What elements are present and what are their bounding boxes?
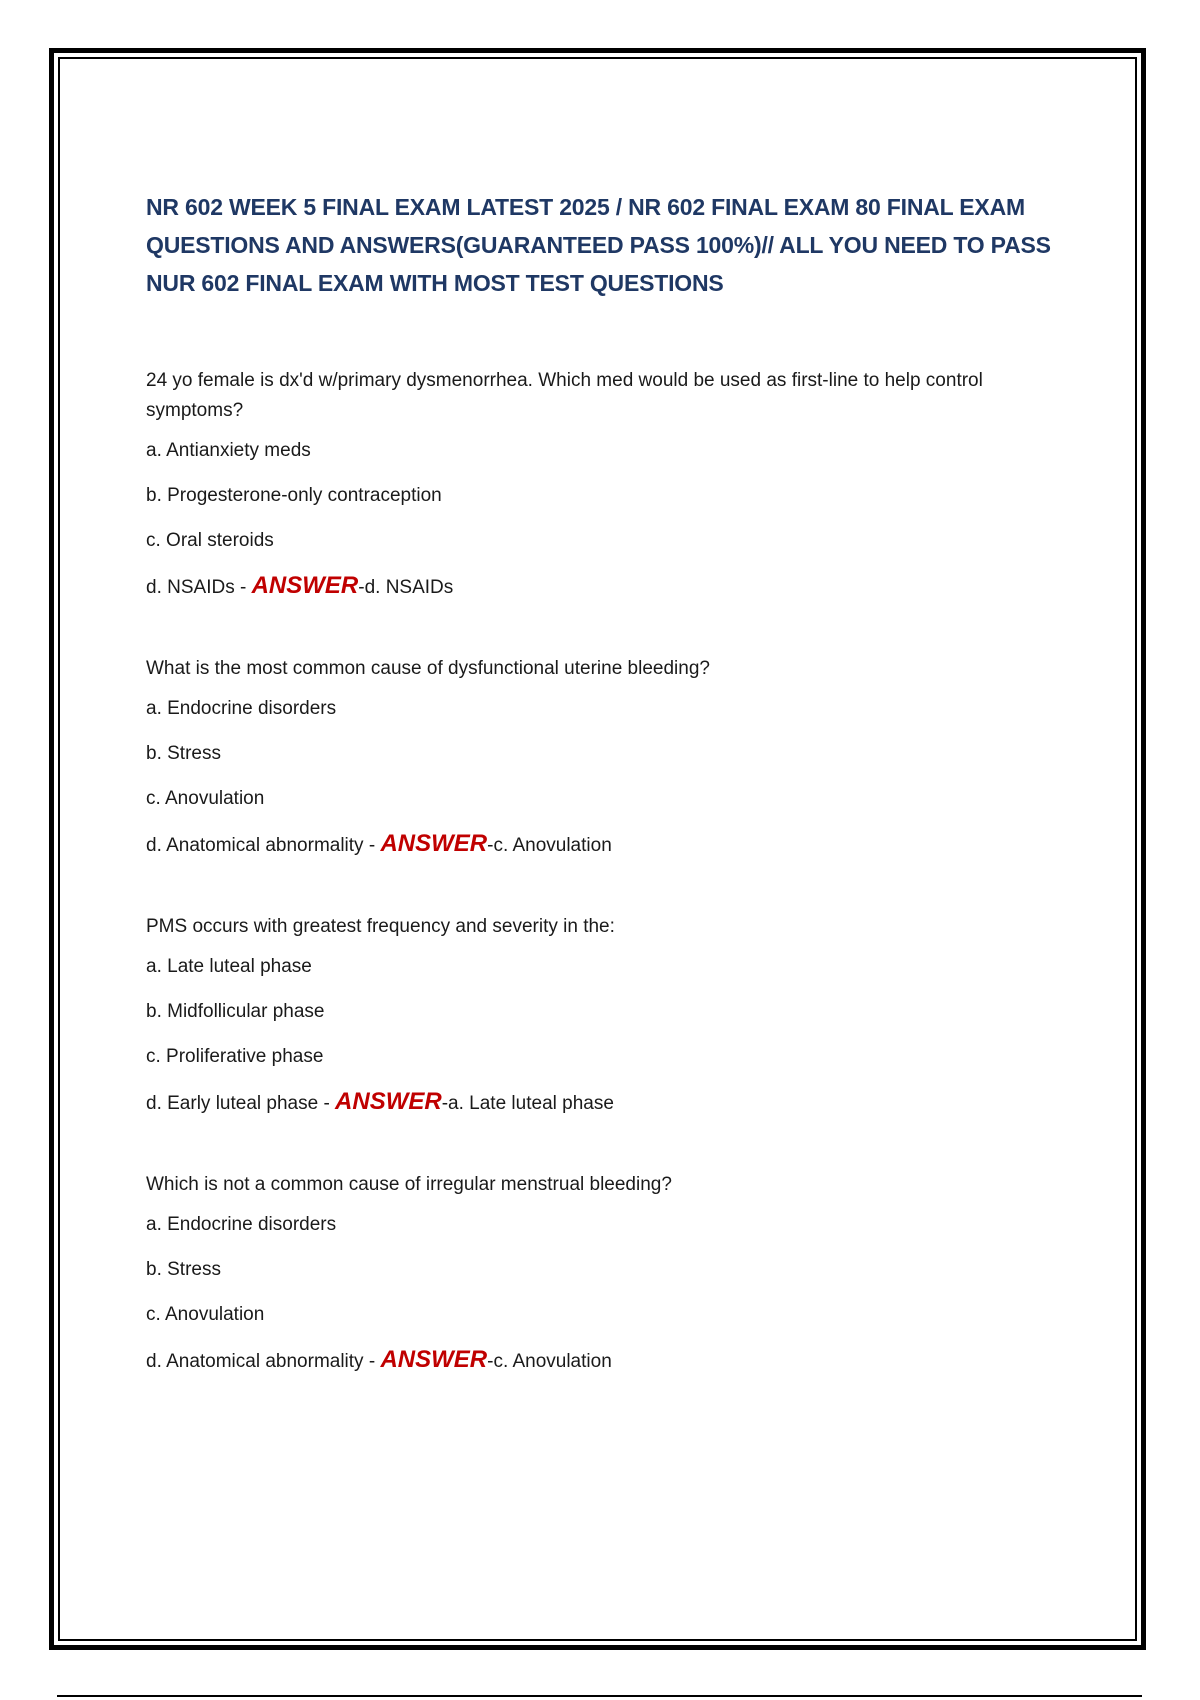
question-block bbox=[146, 654, 1066, 858]
answer-label: ANSWER bbox=[380, 830, 488, 857]
answer-option-text: d. Anatomical abnormality - bbox=[146, 1351, 381, 1372]
question-block bbox=[146, 1170, 1066, 1374]
answer-option-text: d. Early luteal phase - bbox=[146, 1093, 336, 1114]
answer-option-text: d. NSAIDs - bbox=[146, 577, 252, 598]
answer-option-with-key bbox=[146, 1348, 1066, 1374]
document-content bbox=[146, 188, 1066, 1374]
answer-option: a. Endocrine disorders bbox=[146, 1214, 337, 1235]
question-text: What is the most common cause of dysfunctional uterine bleeding? bbox=[146, 658, 710, 679]
answer-option: a. Antianxiety meds bbox=[146, 440, 311, 461]
answer-label: ANSWER bbox=[251, 572, 359, 599]
answer-option: c. Anovulation bbox=[146, 788, 265, 809]
answer-label: ANSWER bbox=[380, 1346, 488, 1373]
question-text: 24 yo female is dx'd w/primary dysmenorrhea. Which med would be used as first-line to help control symptoms? bbox=[146, 370, 983, 421]
answer-option: a. Late luteal phase bbox=[146, 956, 312, 977]
answer-key: -d. NSAIDs bbox=[358, 577, 454, 598]
answer-option-with-key bbox=[146, 1090, 1066, 1116]
document-title: NR 602 WEEK 5 FINAL EXAM LATEST 2025 / NR 602 FINAL EXAM 80 FINAL EXAM QUESTIONS AND ANSWERS(GUARANTEED PASS 100%)// ALL YOU NEED TO PASS NUR 602 FINAL EXAM WITH MOST TEST QUESTIONS bbox=[146, 194, 1051, 296]
answer-key: -c. Anovulation bbox=[487, 835, 612, 856]
question-text: PMS occurs with greatest frequency and severity in the: bbox=[146, 916, 615, 937]
answer-option: b. Progesterone-only contraception bbox=[146, 485, 442, 506]
answer-option: c. Oral steroids bbox=[146, 530, 274, 551]
footer-divider bbox=[57, 1695, 1142, 1697]
answer-option-with-key bbox=[146, 574, 1066, 600]
question-block bbox=[146, 366, 1066, 600]
answer-option: c. Proliferative phase bbox=[146, 1046, 324, 1067]
answer-option: a. Endocrine disorders bbox=[146, 698, 337, 719]
answer-option-text: d. Anatomical abnormality - bbox=[146, 835, 381, 856]
question-text: Which is not a common cause of irregular menstrual bleeding? bbox=[146, 1174, 672, 1195]
answer-option: b. Stress bbox=[146, 1259, 221, 1280]
answer-option: b. Midfollicular phase bbox=[146, 1001, 325, 1022]
question-block bbox=[146, 912, 1066, 1116]
answer-key: -a. Late luteal phase bbox=[441, 1093, 614, 1114]
answer-option: b. Stress bbox=[146, 743, 221, 764]
answer-key: -c. Anovulation bbox=[487, 1351, 612, 1372]
answer-label: ANSWER bbox=[335, 1088, 442, 1115]
answer-option-with-key bbox=[146, 832, 1066, 858]
answer-option: c. Anovulation bbox=[146, 1304, 265, 1325]
